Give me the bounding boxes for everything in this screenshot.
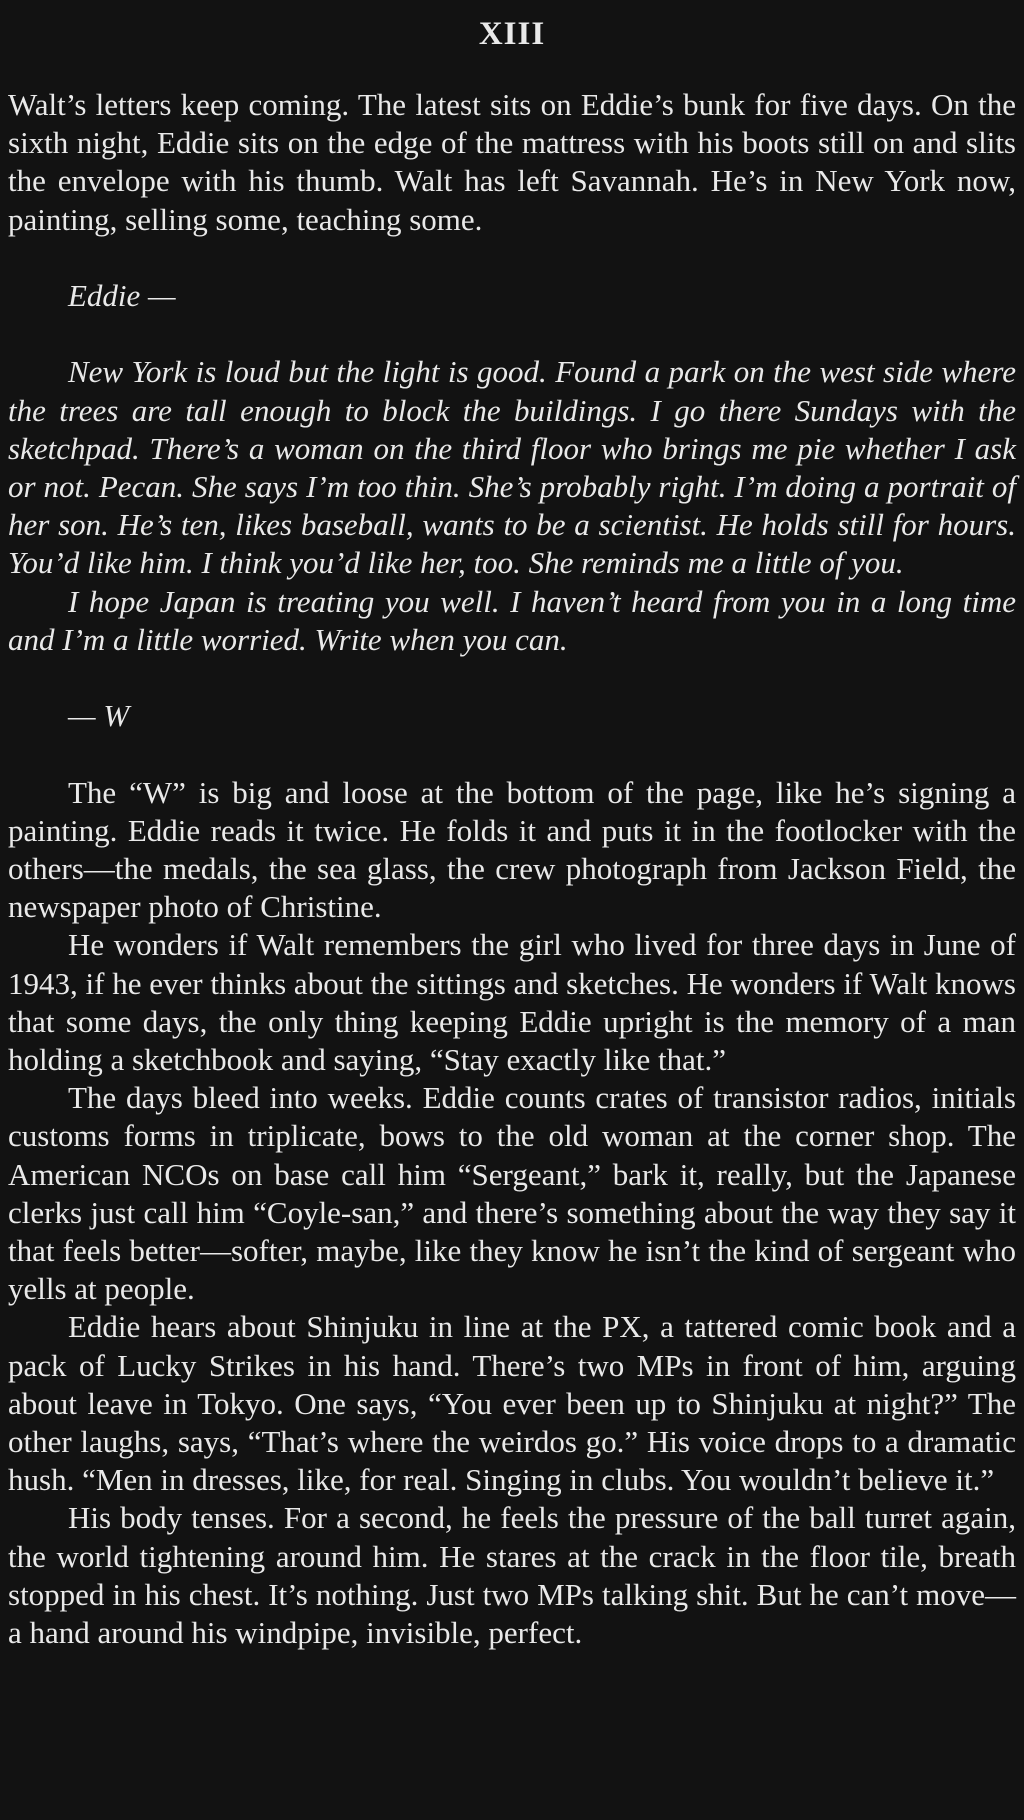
paragraph: Walt’s letters keep coming. The latest sits on Eddie’s bunk for five days. On the sixth night, Eddie sits on the edge of the mattress with his boots still on and slits the envelope with his thumb. Walt has left Savannah. He’s in New York now, painting, selling some, teaching some. bbox=[8, 87, 1016, 237]
letter-salutation: Eddie — bbox=[68, 278, 176, 313]
paragraph-gap bbox=[8, 659, 1016, 697]
paragraph: Eddie hears about Shinjuku in line at the PX, a tattered comic book and a pack of Lucky Strikes in his hand. There’s two MPs in front of him, arguing about leave in Tokyo. One says, “You ever been up to Shinjuku at night?” The other laughs, says, “That’s where the weirdos go.” His voice drops to a dramatic hush. “Men in dresses, like, for real. Singing in clubs. You wouldn’t believe it.” bbox=[8, 1309, 1016, 1498]
letter-signature: — W bbox=[68, 698, 130, 734]
paragraph-gap bbox=[8, 735, 1016, 773]
letter-paragraph: New York is loud but the light is good. Found a park on the west side where the trees are tall enough to block the buildings. I go there Sundays with the sketchpad. There’s a woman on the third floor who brings me pie whether I ask or not. Pecan. She says I’m too thin. She’s probably right. I’m doing a portrait of her son. He’s ten, likes baseball, wants to be a scientist. He holds still for hours. You’d like him. I think you’d like her, too. She reminds me a little of you. bbox=[8, 354, 1016, 581]
paragraph-gap bbox=[8, 239, 1016, 277]
paragraph-gap bbox=[8, 315, 1016, 353]
paragraph: His body tenses. For a second, he feels the pressure of the ball turret again, the world tightening around him. He stares at the crack in the floor tile, breath stopped in his chest. It’s nothing. Just two MPs talking shit. But he can’t move—a hand around his windpipe, invisible, perfect. bbox=[8, 1500, 1016, 1651]
paragraph: The “W” is big and loose at the bottom of the page, like he’s signing a painting. Eddie reads it twice. He folds it and puts it in the footlocker with the others—the medals, the sea glass, the crew photograph from Jackson Field, the newspaper photo of Christine. bbox=[8, 774, 1016, 925]
chapter-title: XIII bbox=[478, 16, 546, 52]
paragraph: The days bleed into weeks. Eddie counts crates of transistor radios, initials customs forms in triplicate, bows to the old woman at the corner shop. The American NCOs on base call him “Sergeant,” bark it, really, but the Japanese clerks just call him “Coyle-san,” and there’s something about the way they say it that feels better—softer, maybe, like they know he isn’t the kind of sergeant who yells at people. bbox=[8, 1080, 1016, 1307]
paragraph: He wonders if Walt remembers the girl who lived for three days in June of 1943, if he ever thinks about the sittings and sketches. He wonders if Walt knows that some days, the only thing keeping Eddie upright is the memory of a man holding a sketchbook and saying, “Stay exactly like that.” bbox=[8, 927, 1016, 1078]
reader-page bbox=[8, 0, 1016, 1652]
letter-paragraph: I hope Japan is treating you well. I haven’t heard from you in a long time and I’m a little worried. Write when you can. bbox=[8, 583, 1016, 657]
